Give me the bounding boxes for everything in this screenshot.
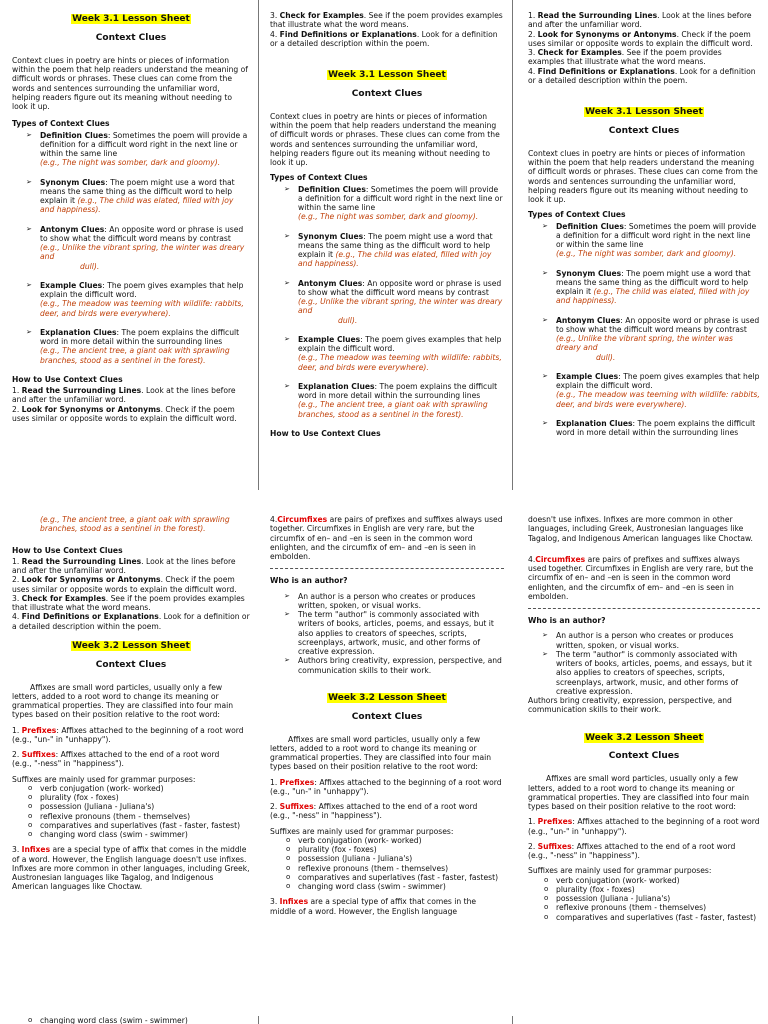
list-item: ➢ An author is a person who creates or produces written, spoken, or visual works. <box>284 592 504 611</box>
list-item: ➢ Synonym Clues: The poem might use a word that means the same thing as the difficult word to help explain it (e.g., The child was elated, filled with joy and happiness). <box>284 232 504 269</box>
list-item: ➢ Explanation Clues: The poem explains the difficult word in more detail within the surrounding lines <box>542 419 760 438</box>
list-item: o changing word class (swim - swimmer) <box>286 882 504 891</box>
list-item: ➢ Example Clues: The poem gives examples that help explain the difficult word. (e.g., The meadow was teeming with wildlife: rabbits, deer, and birds were everywhere). <box>284 335 504 372</box>
step-item: 4. Find Definitions or Explanations. Look for a definition or a detailed description within the poem. <box>528 66 756 85</box>
grammar-list <box>12 784 250 840</box>
lesson-title: Week 3.1 Lesson Sheet <box>328 70 446 80</box>
author-heading: Who is an author? <box>270 576 348 586</box>
example-text: (e.g., The ancient tree, a giant oak with sprawling branches, stood as a sentinel in the forest). <box>40 515 230 534</box>
list-item: o reflexive pronouns (them - themselves) <box>544 903 760 912</box>
list-item: ➢ An author is a person who creates or produces written, spoken, or visual works. <box>542 631 760 650</box>
step-item: 1. Read the Surrounding Lines. Look at the lines before and after the unfamiliar word. <box>12 386 236 405</box>
circumfixes-item: 4.Circumfixes are pairs of prefixes and suffixes always used together. Circumfixes in English are very rare, but the circumfix of en– and –en is seen in the common word enlighten, and the circumfix of em– and –en is seen in embolden. <box>528 554 754 601</box>
list-item: ➢ Synonym Clues: The poem might use a word that means the same thing as the difficult word to help explain it (e.g., The child was elated, filled with joy and happiness). <box>542 269 760 306</box>
step-item: 3. Check for Examples. See if the poem provides examples that illustrate what the word means. <box>270 11 503 30</box>
step-item: 4. Find Definitions or Explanations. Look for a definition or a detailed description within the poem. <box>12 612 250 631</box>
step-item: 1. Read the Surrounding Lines. Look at the lines before and after the unfamiliar word. <box>528 11 752 30</box>
types-heading: Types of Context Clues <box>12 119 110 129</box>
panel-top-right <box>528 11 760 483</box>
howto-heading: How to Use Context Clues <box>270 428 381 438</box>
step-item: 1. Read the Surrounding Lines. Look at the lines before and after the unfamiliar word. <box>12 556 236 575</box>
lesson-title: Week 3.2 Lesson Sheet <box>585 732 703 743</box>
author-list <box>528 631 760 696</box>
divider <box>270 568 504 569</box>
intro-paragraph: Context clues in poetry are hints or pieces of information within the poem that help readers understand the meaning of difficult words or phrases. These clues can come from the words and sentences surrounding the unfamiliar word, helping readers figure out its meaning without needing to look it up. <box>270 111 500 168</box>
column-divider <box>512 1016 513 1024</box>
step-item: 3. Check for Examples. See if the poem provides examples that illustrate what the word means. <box>528 48 722 67</box>
grammar-list <box>270 836 504 892</box>
list-item: ➢ Explanation Clues: The poem explains the difficult word in more detail within the surrounding lines (e.g., The ancient tree, a giant oak with sprawling branches, stood as a sentinel in the forest). <box>26 328 250 365</box>
author-list <box>270 592 504 675</box>
author-closing: Authors bring creativity, expression, perspective, and communication skills to their work. <box>528 696 732 715</box>
howto-heading: How to Use Context Clues <box>12 545 123 555</box>
divider <box>528 608 760 609</box>
list-item: ➢ Definition Clues: Sometimes the poem will provide a definition for a difficult word right in the next line or within the same line (e.g., The night was somber, dark and gloomy). <box>542 222 760 259</box>
intro-paragraph: Context clues in poetry are hints or pieces of information within the poem that help readers understand the meaning of difficult words or phrases. These clues can come from the words and sentences surrounding the unfamiliar word, helping readers figure out its meaning without needing to look it up. <box>528 148 758 205</box>
suffixes-item: 2. Suffixes: Affixes attached to the end of a root word (e.g., "-ness" in "happiness"). <box>12 750 220 769</box>
grammar-intro: Suffixes are mainly used for grammar purposes: <box>528 866 712 876</box>
intro-paragraph: Context clues in poetry are hints or pieces of information within the poem that help readers understand the meaning of difficult words or phrases. These clues can come from the words and sentences surrounding the unfamiliar word, helping readers figure out its meaning without needing to look it up. <box>12 55 248 112</box>
list-item: o verb conjugation (work- worked) <box>286 836 504 845</box>
circumfixes-item: 4.Circumfixes are pairs of prefixes and suffixes always used together. Circumfixes in English are very rare, but the circumfix of en– and –en is seen in the common word enlighten, and the circumfix of em– and –en is seen in embolden. <box>270 515 503 561</box>
grammar-intro: Suffixes are mainly used for grammar purposes: <box>270 826 454 836</box>
list-item: ➢ Antonym Clues: An opposite word or phrase is used to show what the difficult word means by contrast (e.g., Unlike the vibrant spring, the winter was dreary and dull). <box>284 279 504 325</box>
infixes-item: 3. Infixes are a special type of affix that comes in the middle of a word. However, the English language doesn't use infixes. Infixes are more common in other languages, including Greek, Austronesian languages like Tagalog, and Indigenous American languages like Choctaw. <box>12 845 250 892</box>
lesson-title: Week 3.2 Lesson Sheet <box>328 692 446 703</box>
step-item: 3. Check for Examples. See if the poem provides examples that illustrate what the word means. <box>12 593 245 612</box>
column-divider <box>258 1016 259 1024</box>
list-item: o reflexive pronouns (them - themselves) <box>28 812 250 821</box>
infixes-item: 3. Infixes are a special type of affix that comes in the middle of a word. However, the English language <box>270 897 477 916</box>
suffixes-item: 2. Suffixes: Affixes attached to the end of a root word (e.g., "-ness" in "happiness"). <box>528 841 736 861</box>
panel-bottom-left <box>12 515 250 1016</box>
types-heading: Types of Context Clues <box>528 210 626 220</box>
prefixes-item: 1. Prefixes: Affixes attached to the beginning of a root word (e.g., "un-" in "unhappy"). <box>270 777 502 796</box>
list-item: o reflexive pronouns (them - themselves) <box>286 864 504 873</box>
list-item: o changing word class (swim - swimmer) <box>28 830 250 839</box>
lesson-subtitle: Context Clues <box>95 32 167 43</box>
list-item: o plurality (fox - foxes) <box>544 885 760 894</box>
step-item: 2. Look for Synonyms or Antonyms. Check if the poem uses similar or opposite words to explain the difficult word. <box>12 575 237 594</box>
intro-paragraph: Affixes are small word particles, usually only a few letters, added to a root word to change its meaning or grammatical properties. They are classified into four main types based on their position relative to the root word: <box>270 734 492 772</box>
list-item: o verb conjugation (work- worked) <box>544 876 760 885</box>
list-item: o possession (Juliana - Juliana's) <box>544 894 760 903</box>
list-item: ➢ Example Clues: The poem gives examples that help explain the difficult word. (e.g., The meadow was teeming with wildlife: rabbits, deer, and birds were everywhere). <box>26 281 250 318</box>
intro-paragraph: Affixes are small word particles, usually only a few letters, added to a root word to change its meaning or grammatical properties. They are classified into four main types based on their position relative to the root word: <box>12 682 234 720</box>
types-list <box>12 131 250 365</box>
panel-bottom-right <box>528 515 760 1016</box>
column-divider <box>258 0 259 490</box>
types-list <box>270 185 504 419</box>
panel-bottom-overflow <box>12 1016 250 1024</box>
step-item: 2. Look for Synonyms or Antonyms. Check if the poem uses similar or opposite words to explain the difficult word. <box>12 404 237 423</box>
list-item: o comparatives and superlatives (fast - faster, fastest) <box>286 873 504 882</box>
panel-top-left <box>12 8 250 490</box>
lesson-subtitle: Context Clues <box>608 125 680 136</box>
author-heading: Who is an author? <box>528 616 606 625</box>
list-item: o possession (Juliana - Juliana's) <box>286 854 504 863</box>
list-item: ➢ Antonym Clues: An opposite word or phrase is used to show what the difficult word means by contrast (e.g., Unlike the vibrant spring, the winter was dreary and dull). <box>26 225 250 271</box>
list-item: o changing word class (swim - swimmer) <box>28 1016 250 1024</box>
suffixes-item: 2. Suffixes: Affixes attached to the end of a root word (e.g., "-ness" in "happiness"). <box>270 802 478 821</box>
howto-heading: How to Use Context Clues <box>12 374 123 384</box>
list-item: o comparatives and superlatives (fast - faster, fastest) <box>544 913 760 922</box>
lesson-subtitle: Context Clues <box>351 711 423 722</box>
grammar-list <box>528 876 760 922</box>
column-divider <box>512 0 513 490</box>
lesson-title: Week 3.1 Lesson Sheet <box>585 107 703 117</box>
intro-paragraph: Affixes are small word particles, usually only a few letters, added to a root word to change its meaning or grammatical properties. They are classified into four main types based on their position relative to the root word: <box>528 774 750 812</box>
list-item: o verb conjugation (work- worked) <box>28 784 250 793</box>
step-item: 4. Find Definitions or Explanations. Look for a definition or a detailed description within the poem. <box>270 29 498 48</box>
list-item: ➢ Example Clues: The poem gives examples that help explain the difficult word. (e.g., The meadow was teeming with wildlife: rabbits, deer, and birds were everywhere). <box>542 372 760 409</box>
list-item: ➢ Definition Clues: Sometimes the poem will provide a definition for a difficult word right in the next line or within the same line (e.g., The night was somber, dark and gloomy). <box>284 185 504 222</box>
grammar-list <box>12 1016 250 1024</box>
prefixes-item: 1. Prefixes: Affixes attached to the beginning of a root word (e.g., "un-" in "unhappy"). <box>528 817 760 836</box>
infixes-continuation: doesn't use infixes. Infixes are more common in other languages, including Greek, Austronesian languages like Tagalog, and Indigenous American languages like Choctaw. <box>528 515 753 543</box>
types-heading: Types of Context Clues <box>270 173 368 183</box>
list-item: ➢ Antonym Clues: An opposite word or phrase is used to show what the difficult word means by contrast (e.g., Unlike the vibrant spring, the winter was dreary and dull). <box>542 316 760 362</box>
lesson-subtitle: Context Clues <box>95 659 167 670</box>
grammar-intro: Suffixes are mainly used for grammar purposes: <box>12 774 196 784</box>
lesson-subtitle: Context Clues <box>351 88 423 99</box>
types-list <box>528 222 760 438</box>
list-item: o possession (Juliana - Juliana's) <box>28 802 250 811</box>
lesson-title: Week 3.1 Lesson Sheet <box>72 14 190 24</box>
list-item: o plurality (fox - foxes) <box>28 793 250 802</box>
step-item: 2. Look for Synonyms or Antonyms. Check if the poem uses similar or opposite words to explain the difficult word. <box>528 29 753 48</box>
list-item: ➢ The term "author" is commonly associated with writers of books, articles, poems, and essays, but it also applies to creators of speeches, scripts, screenplays, artwork, music, and other forms of creative expression. <box>542 650 760 696</box>
lesson-subtitle: Context Clues <box>608 751 680 762</box>
list-item: ➢ Synonym Clues: The poem might use a word that means the same thing as the difficult word to help explain it (e.g., The child was elated, filled with joy and happiness). <box>26 178 250 215</box>
list-item: ➢ Explanation Clues: The poem explains the difficult word in more detail within the surrounding lines (e.g., The ancient tree, a giant oak with sprawling branches, stood as a sentinel in the forest). <box>284 382 504 419</box>
prefixes-item: 1. Prefixes: Affixes attached to the beginning of a root word (e.g., "un-" in "unhappy"). <box>12 725 244 744</box>
panel-bottom-middle <box>270 515 504 1016</box>
list-item: o comparatives and superlatives (fast - faster, fastest) <box>28 821 250 830</box>
list-item: ➢ The term "author" is commonly associated with writers of books, articles, poems, and essays, but it also applies to creators of speeches, scripts, screenplays, artwork, music, and other forms of creative expression. <box>284 610 504 656</box>
list-item: o plurality (fox - foxes) <box>286 845 504 854</box>
lesson-title: Week 3.2 Lesson Sheet <box>72 640 190 651</box>
list-item: ➢ Definition Clues: Sometimes the poem will provide a definition for a difficult word right in the next line or within the same line (e.g., The night was somber, dark and gloomy). <box>26 131 250 168</box>
panel-top-middle <box>270 11 504 490</box>
list-item: ➢ Authors bring creativity, expression, perspective, and communication skills to their work. <box>284 656 504 675</box>
